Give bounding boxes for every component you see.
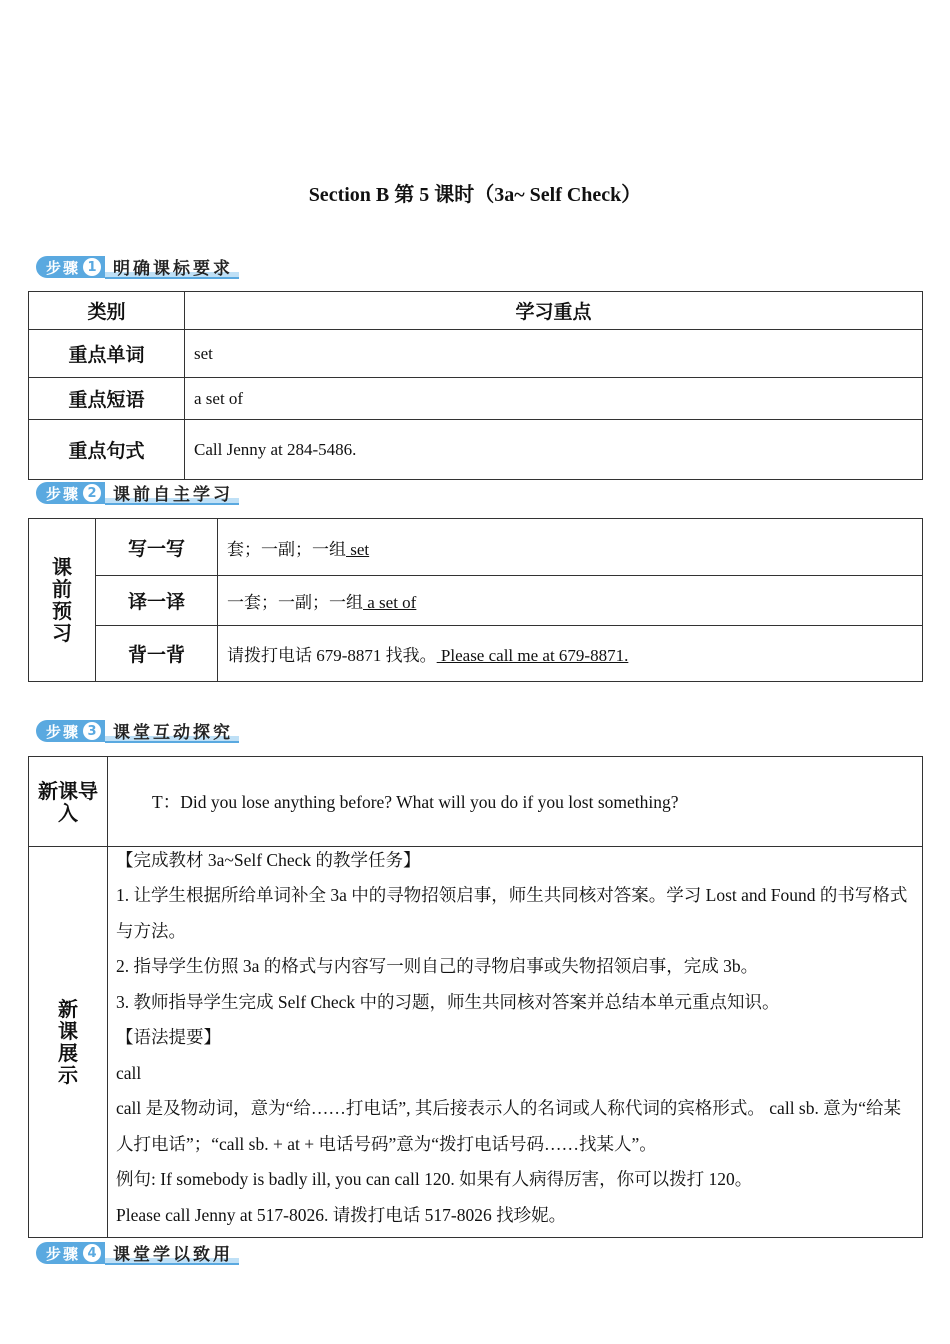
step-number: 1 (83, 258, 101, 276)
intro-label: 新课导入 (29, 757, 108, 847)
step-label: 课堂互动探究 (105, 719, 239, 743)
step-number: 2 (83, 484, 101, 502)
step-3-banner (36, 720, 239, 742)
step-badge: 步骤 2 (36, 482, 105, 504)
step-badge: 步骤 1 (36, 256, 105, 278)
exercise-label: 译一译 (96, 576, 218, 626)
step-number: 3 (83, 722, 101, 740)
exercise-content: 请拨打电话 679-8871 找我。 Please call me at 679-8871. (218, 626, 923, 682)
content-cell: a set of (185, 378, 923, 420)
example-sentence: Please call Jenny at 517-8026. 请拨打电话 517-8026 找珍妮。 (116, 1204, 567, 1225)
exercise-label: 背一背 (96, 626, 218, 682)
category-cell: 重点句式 (29, 420, 185, 480)
category-cell: 重点单词 (29, 330, 185, 378)
answer-text: a set of (363, 593, 417, 612)
answer-text: set (346, 539, 370, 559)
step-label: 明确课标要求 (105, 255, 239, 279)
curriculum-table (28, 291, 923, 480)
step-badge: 步骤 4 (36, 1242, 105, 1264)
step-1-banner (36, 256, 239, 278)
content-cell: set (185, 330, 923, 378)
task-heading: 【完成教材 3a~Self Check 的教学任务】 (116, 850, 421, 870)
answer-text: Please call me at 679-8871. (436, 646, 629, 665)
header-focus: 学习重点 (185, 292, 923, 330)
show-content (108, 847, 923, 1238)
header-category: 类别 (29, 292, 185, 330)
grammar-heading: 【语法提要】 (116, 1027, 221, 1047)
exercise-content: 套；一副；一组 set (218, 519, 923, 576)
exercise-content: 一套；一副；一组 a set of (218, 576, 923, 626)
paragraph: 2. 指导学生仿照 3a 的格式与内容写一则自己的寻物启事或失物招领启事，完成 3b。 (116, 956, 759, 976)
exercise-label: 写一写 (96, 519, 218, 576)
step-label: 课前自主学习 (105, 481, 239, 505)
content-cell: Call Jenny at 284-5486. (185, 420, 923, 480)
preview-table (28, 518, 923, 682)
show-side-label: 新 课 展 示 (29, 847, 108, 1238)
step-number: 4 (83, 1244, 101, 1262)
category-cell: 重点短语 (29, 378, 185, 420)
example-sentence: 例句: If somebody is badly ill, you can call 120. 如果有人病得厉害，你可以拨打 120。 (116, 1169, 753, 1189)
paragraph: 1. 让学生根据所给单词补全 3a 中的寻物招领启事，师生共同核对答案。学习 Lost and Found 的书写格式与方法。 (116, 885, 908, 941)
intro-text: T：Did you lose anything before? What will you do if you lost something? (108, 757, 923, 847)
step-4-banner (36, 1242, 239, 1264)
paragraph: call (116, 1062, 142, 1083)
paragraph: call 是及物动词，意为“给……打电话”, 其后接表示人的名词或人称代词的宾格形式。 call sb. 意为“给某人打电话”；“call sb. + at + 电话号码”意为“拨打电话号码……找某人”。 (116, 1098, 902, 1154)
paragraph: 3. 教师指导学生完成 Self Check 中的习题，师生共同核对答案并总结本单元重点知识。 (116, 991, 780, 1012)
preview-side-label: 课 前 预 习 (29, 519, 96, 682)
step-label: 课堂学以致用 (105, 1241, 239, 1265)
classroom-table (28, 756, 923, 1238)
page-title: Section B 第 5 课时（3a~ Self Check） (308, 184, 642, 206)
step-badge: 步骤 3 (36, 720, 105, 742)
step-2-banner (36, 482, 239, 504)
